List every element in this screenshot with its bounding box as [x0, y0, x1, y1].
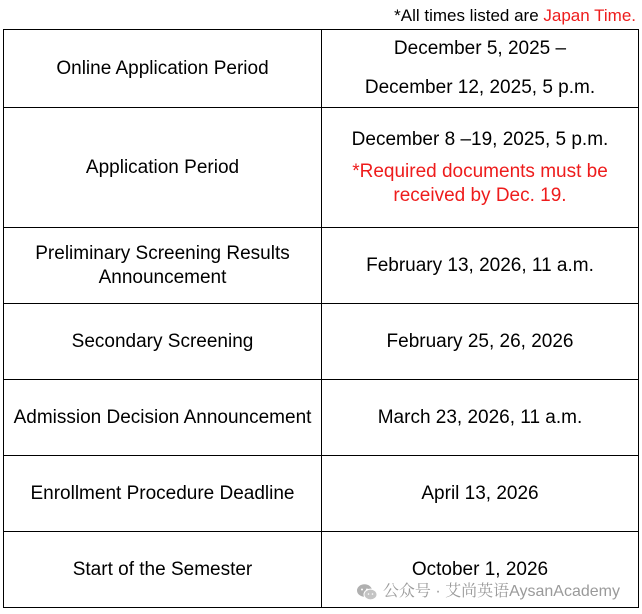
row-value: December 8 –19, 2025, 5 p.m.	[351, 128, 609, 150]
admission-schedule-table	[3, 29, 639, 608]
row-label-cell	[4, 30, 322, 108]
wechat-icon	[356, 583, 378, 602]
row-label: Preliminary Screening Results Announcement	[35, 242, 290, 288]
row-value-cell	[322, 456, 639, 532]
required-documents-note: *Required documents must be received by Dec. 19.	[352, 160, 608, 206]
time-zone-note	[394, 6, 636, 26]
row-value-cell	[322, 304, 639, 380]
row-value: February 25, 26, 2026	[386, 330, 574, 352]
row-value-cell	[322, 108, 639, 228]
row-label-cell	[4, 532, 322, 608]
table-row	[4, 456, 639, 532]
time-zone-note-prefix: *All times listed are	[394, 6, 544, 25]
row-value-cell	[322, 30, 639, 108]
row-value: February 13, 2026, 11 a.m.	[366, 254, 594, 276]
watermark	[356, 582, 620, 602]
watermark-text: 公众号 · 艾尚英语AysanAcademy	[382, 583, 620, 600]
row-value-cell	[322, 228, 639, 304]
row-label-cell	[4, 108, 322, 228]
row-label: Admission Decision Announcement	[13, 406, 312, 428]
row-label: Enrollment Procedure Deadline	[30, 482, 295, 504]
row-value: March 23, 2026, 11 a.m.	[377, 406, 583, 428]
row-label-cell	[4, 456, 322, 532]
row-label: Start of the Semester	[72, 558, 253, 580]
row-label-cell	[4, 380, 322, 456]
row-value-line1: December 5, 2025 –	[393, 38, 567, 59]
table-row	[4, 30, 639, 108]
row-label: Application Period	[85, 156, 240, 178]
table-row	[4, 380, 639, 456]
table-row	[4, 108, 639, 228]
row-label-cell	[4, 304, 322, 380]
row-label-cell	[4, 228, 322, 304]
time-zone-note-highlight: Japan Time.	[543, 6, 636, 25]
row-label: Online Application Period	[56, 57, 269, 79]
row-value: October 1, 2026	[411, 558, 549, 580]
row-label: Secondary Screening	[71, 330, 254, 352]
row-value-line2: December 12, 2025, 5 p.m.	[364, 77, 596, 98]
row-value: April 13, 2026	[421, 482, 539, 504]
row-value-cell	[322, 380, 639, 456]
table-row	[4, 228, 639, 304]
table-row	[4, 304, 639, 380]
